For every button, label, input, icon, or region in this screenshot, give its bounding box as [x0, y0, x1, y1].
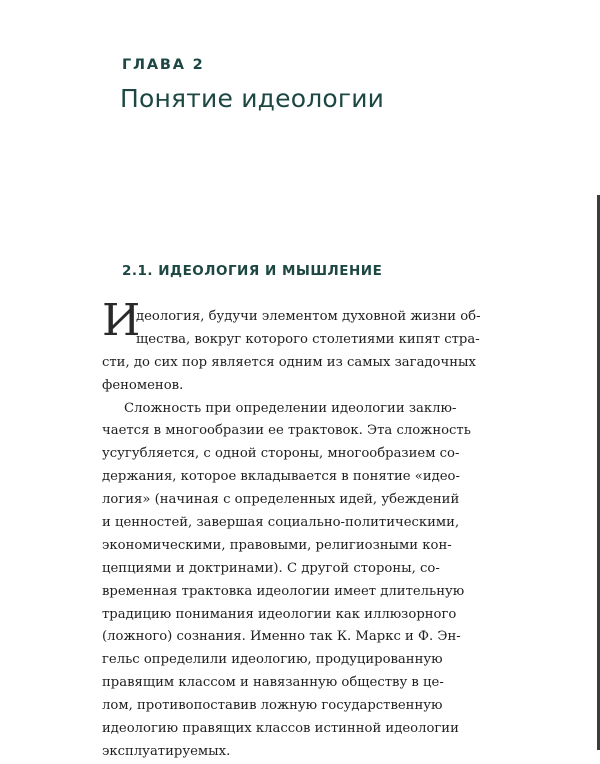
- body-text: [102, 295, 492, 764]
- section-heading: 2.1. ИДЕОЛОГИЯ И МЫШЛЕНИЕ: [122, 263, 383, 279]
- text-line: гельс определили идеологию, продуцированную: [102, 652, 443, 668]
- text-line: идеологию правящих классов истинной идеологии: [102, 721, 459, 737]
- text-line: экономическими, правовыми, религиозными кон-: [102, 537, 452, 553]
- paragraph-2: [102, 398, 492, 764]
- text-line: правящим классом и навязанную обществу в це-: [102, 675, 444, 691]
- text-line: лом, противопоставив ложную государственную: [102, 698, 443, 714]
- text-line: щества, вокруг которого столетиями кипят стра-: [136, 331, 480, 347]
- text-line: деология, будучи элементом духовной жизни об-: [136, 309, 481, 324]
- text-line: чается в многообразии ее трактовок. Эта сложность: [102, 423, 471, 439]
- text-line: временная трактовка идеологии имеет длительную: [102, 583, 465, 599]
- chapter-label: ГЛАВА 2: [122, 57, 205, 73]
- drop-cap: И: [102, 295, 141, 346]
- text-line: традицию понимания идеологии как иллюзорного: [102, 606, 457, 622]
- paragraph-1: [102, 295, 492, 398]
- text-line: логия» (начиная с определенных идей, убеждений: [102, 492, 460, 508]
- text-line: (ложного) сознания. Именно так К. Маркс и Ф. Эн-: [102, 629, 461, 645]
- text-line: цепциями и доктринами). С другой стороны, со-: [102, 560, 440, 576]
- text-line: феноменов.: [102, 377, 184, 393]
- text-line: сти, до сих пор является одним из самых загадочных: [102, 354, 476, 370]
- text-line: держания, которое вкладывается в понятие «идео-: [102, 469, 460, 485]
- text-line: и ценностей, завершая социально-политическими,: [102, 515, 460, 531]
- text-line: усугубляется, с одной стороны, многообразием со-: [102, 446, 460, 462]
- text-line: эксплуатируемых.: [102, 743, 231, 759]
- text-line: Сложность при определении идеологии заклю-: [124, 400, 457, 416]
- chapter-title: Понятие идеологии: [120, 84, 385, 113]
